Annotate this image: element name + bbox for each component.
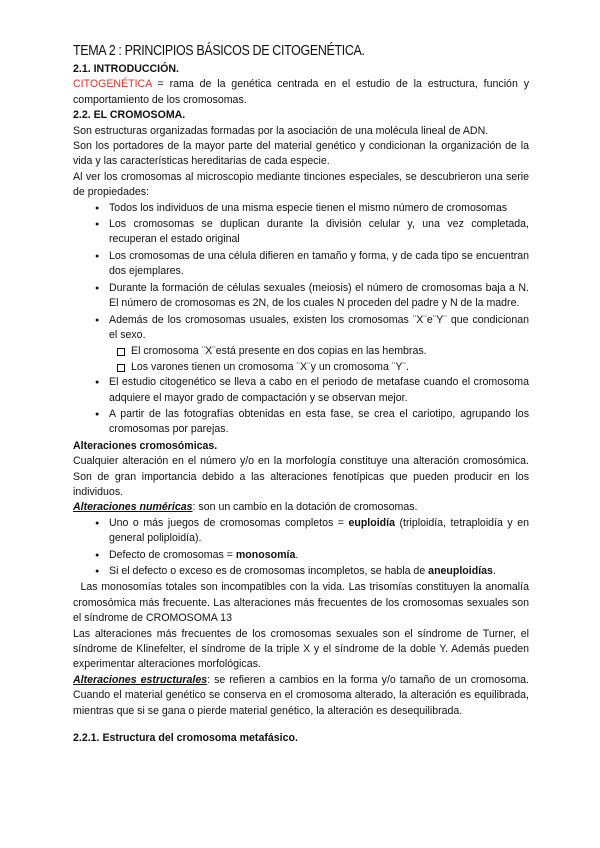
list-item [95,564,529,579]
list-item-text: Defecto de cromosomas = [109,548,236,561]
section-heading-estructura-metafasico: 2.2.1. Estructura del cromosoma metafásico. [73,732,298,745]
list-item-text: ● Además de los cromosomas usuales, existen los cromosomas ¨X¨e¨Y¨ que condicionan el sexo. [109,313,529,341]
square-bullet-icon [117,364,125,372]
list-item-text: . [295,548,299,561]
square-bullet-icon [117,348,125,356]
list-item-text: Si el defecto o exceso es de cromosomas incompletos, se habla de [109,565,429,577]
list-item: ● Todos los individuos de una misma especie tienen el mismo número de cromosomas [95,201,529,216]
sublist-item-text: Los varones tienen un cromosoma ¨X¨y un cromosoma ¨Y¨. [131,360,409,373]
definition-text: = rama de la genética centrada en el estudio de la estructura, función y comportamiento de los cromosomas. [73,78,529,106]
sublist-item [117,344,529,359]
paragraph-estructurales [73,673,529,719]
list-item: ● El estudio citogenético se lleva a cabo en el periodo de metafase cuando el cromosoma adquiere el mayor grado de compactación y se observan mejor. [95,375,529,406]
spacer [73,719,529,731]
paragraph: Son estructuras organizadas formadas por la asociación de una molécula lineal de ADN. [73,124,489,137]
label-description: : se refieren a cambios en la forma y/o tamaño de un cromosoma. Cuando el material genético se conserva en el cromosoma alterado, la alteración es equilibrada, mientras que si se gana o pierde material genético, la alteración es desequilibrada. [73,673,529,717]
list-item-text: (triploidía, tetraploidía y en general poliploidía). [109,516,529,545]
list-item [95,548,529,563]
list-item-text: . [492,565,496,577]
sublist-item-text: El cromosoma ¨X¨está presente en dos copias en las hembras. [131,345,427,358]
term-euploidia: euploidía [348,516,395,529]
paragraph-definition [73,77,529,108]
list-item [95,516,529,547]
paragraph: Las alteraciones más frecuentes de los cromosomas sexuales son el síndrome de Turner, el síndrome de Klinefelter, el síndrome de la triple X y el síndrome de la doble Y. Además pueden experimentar alteraciones morfológicas. [73,627,529,671]
label-alteraciones-estructurales: Alteraciones estructurales [73,673,208,686]
paragraph-numericas [73,500,529,515]
section-heading-cromosoma: 2.2. EL CROMOSOMA. [73,109,186,122]
paragraph: Son los portadores de la mayor parte del material genético y condicionan la organización de la vida y las características hereditarias de cada especie. [73,140,529,168]
paragraph: Las monosomías totales son incompatibles con la vida. Las trisomías constituyen la anomalía cromosómica más frecuente. Las alteraciones más frecuentes de los cromosomas sexuales son el síndrome de CROMOSOMA 13 [73,581,532,625]
paragraph: Cualquier alteración en el número y/o en la morfología constituye una alteración cromosómica. Son de gran importancia debido a las alteraciones fenotípicas que pueden producir en los individuos. [73,455,529,498]
term-citogenetica: CITOGENÉTICA [73,78,152,91]
section-heading-alteraciones: Alteraciones cromosómicas. [73,439,218,452]
sublist-item [117,360,529,375]
list-item: ● Durante la formación de células sexuales (meiosis) el número de cromosomas baja a N. El número de cromosomas es 2N, de los cuales N proceden del padre y N de la madre. [95,281,529,312]
document-body [73,42,532,746]
paragraph: Al ver los cromosomas al microscopio mediante tinciones especiales, se descubrieron una serie de propiedades: [73,170,529,199]
page-title: TEMA 2 : PRINCIPIOS BÁSICOS DE CITOGENÉTICA. [73,43,365,59]
properties-list-continued [73,375,529,438]
term-monosomia: monosomía [235,548,296,561]
list-item-text: Uno o más juegos de cromosomas completos = [109,516,349,529]
list-item [95,313,529,344]
list-item: ● A partir de las fotografías obtenidas en esta fase, se crea el cariotipo, agrupando los cromosomas por parejas. [95,407,529,438]
label-description: : son un cambio en la dotación de cromosomas. [192,501,418,514]
properties-list [73,201,529,344]
section-heading-introduccion: 2.1. INTRODUCCIÓN. [73,63,179,75]
sex-chromosome-sublist [73,344,529,375]
label-alteraciones-numericas: Alteraciones numéricas [73,501,193,514]
list-item: ● Los cromosomas se duplican durante la división celular y, una vez completada, recuperan el estado original [95,217,529,248]
term-aneuploidias: aneuploidías [428,565,493,577]
list-item: ● Los cromosomas de una célula difieren en tamaño y forma, y de cada tipo se encuentran dos ejemplares. [95,249,529,280]
numeric-alterations-list [73,516,529,580]
